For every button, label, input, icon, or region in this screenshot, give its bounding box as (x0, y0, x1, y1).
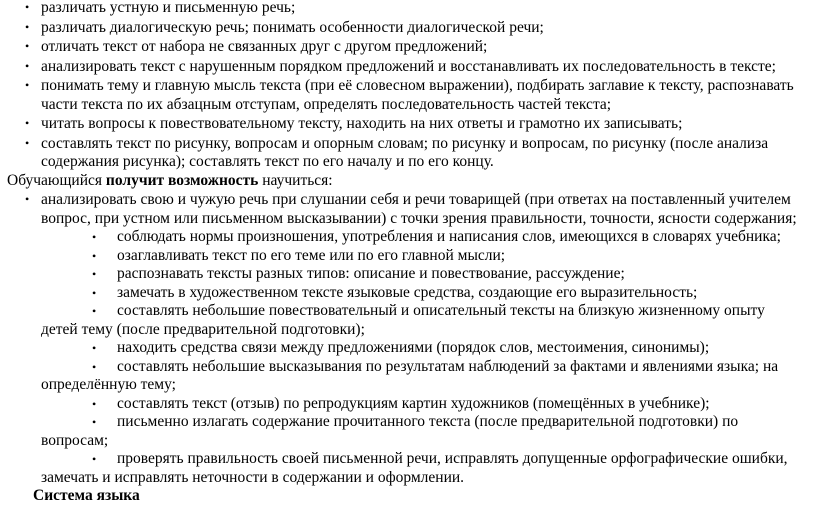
list-item-text: соблюдать нормы произношения, употребления и написания слов, имеющихся в словарях учебника; (117, 228, 781, 245)
list-item (0, 302, 816, 339)
bullet-icon: • (92, 285, 97, 300)
list-item-text: анализировать текст с нарушенным порядком предложений и восстанавливать их последовательность в тексте; (41, 57, 776, 75)
bullet-icon: • (25, 58, 30, 73)
list-item (0, 18, 816, 38)
bullet-icon: • (92, 341, 97, 355)
bullet-icon: • (25, 19, 30, 34)
list-item (0, 358, 816, 395)
list-item-continuation: замечать и исправлять неточности в содержании и оформлении. (41, 468, 465, 486)
list-item (0, 134, 816, 172)
intro-prefix: Обучающийся (7, 171, 106, 189)
intro-bold: получит возможность (105, 171, 259, 189)
bullet-icon: • (92, 415, 97, 429)
bullet-icon: • (25, 78, 30, 92)
list-item-advanced-first (0, 190, 816, 228)
list-item (0, 339, 816, 358)
list-item-text: замечать в художественном тексте языковые средства, создающие его выразительность; (117, 283, 698, 301)
list-item-text: находить средства связи между предложениями (порядок слов, местоимения, синонимы); (117, 339, 710, 356)
list-item-text: составлять текст (отзыв) по репродукциям картин художников (помещённых в учебнике); (117, 394, 710, 412)
bullet-icon: • (25, 0, 30, 14)
list-item (0, 37, 816, 57)
bullet-icon: • (92, 452, 97, 466)
bullet-icon: • (25, 192, 30, 206)
bullet-icon: • (92, 359, 97, 374)
list-item (0, 0, 816, 18)
list-item-continuation: детей тему (после предварительной подготовки); (41, 320, 365, 338)
bullet-icon: • (25, 135, 30, 150)
list-item-text: анализировать свою и чужую речь при слушании себя и речи товарищей (при ответах на поставленный учителем вопрос, при устном или письменном высказывании) с точки зрения правильности, точности, ясности содержания; (41, 191, 797, 227)
list-item-text: отличать текст от набора не связанных друг с другом предложений; (41, 38, 488, 55)
bullet-icon: • (92, 267, 97, 281)
list-item-continuation: вопросам; (41, 431, 109, 449)
list-item-text: письменно излагать содержание прочитанного текста (после предварительной подготовки) по (117, 413, 739, 430)
skills-list-basic (0, 0, 816, 172)
bullet-icon: • (92, 396, 97, 411)
bullet-icon: • (92, 304, 97, 318)
list-item (0, 76, 816, 114)
list-item-text: распознавать тексты разных типов: описание и повествование, рассуждение; (117, 265, 625, 282)
bullet-icon: • (92, 248, 97, 263)
intro-suffix: научиться: (258, 171, 333, 189)
list-item (0, 228, 816, 247)
list-item-text: составлять небольшие высказывания по результатам наблюдений за фактами и явлениями языка; на (117, 357, 779, 375)
bullet-icon: • (25, 116, 30, 130)
list-item-text: различать диалогическую речь; понимать особенности диалогической речи; (41, 18, 544, 36)
list-item-text: составлять текст по рисунку, вопросам и опорным словам; по рисунку и вопросам, по рисунку (после анализа содержания рисунка); составлять текст по его началу и по его концу. (41, 134, 769, 170)
list-item-text: составлять небольшие повествовательный и описательный тексты на близкую жизненному опыту (117, 302, 765, 319)
list-item-text: озаглавливать текст по его теме или по его главной мысли; (117, 246, 506, 264)
list-item-text: читать вопросы к повествовательному тексту, находить на них ответы и грамотно их записывать; (41, 115, 683, 132)
intro-paragraph (0, 172, 816, 191)
list-item (0, 450, 816, 487)
bullet-icon: • (25, 39, 30, 53)
list-item (0, 284, 816, 303)
list-item-text: проверять правильность своей письменной речи, исправлять допущенные орфографические ошибки, (117, 450, 788, 467)
bullet-icon: • (92, 230, 97, 244)
list-item-continuation: определённую тему; (41, 376, 176, 393)
section-heading: Система языка (33, 487, 140, 504)
list-item (0, 57, 816, 77)
list-item-text: различать устную и письменную речь; (41, 0, 296, 16)
list-item (0, 395, 816, 414)
list-item (0, 413, 816, 450)
list-item (0, 265, 816, 284)
skills-list-advanced (0, 228, 816, 487)
list-item (0, 114, 816, 134)
list-item (0, 247, 816, 266)
list-item-text: понимать тему и главную мысль текста (при её словесном выражении), подбирать заглавие к тексту, распознавать части текста по их абзацным отступам, определять последовательность частей текста; (41, 77, 794, 113)
